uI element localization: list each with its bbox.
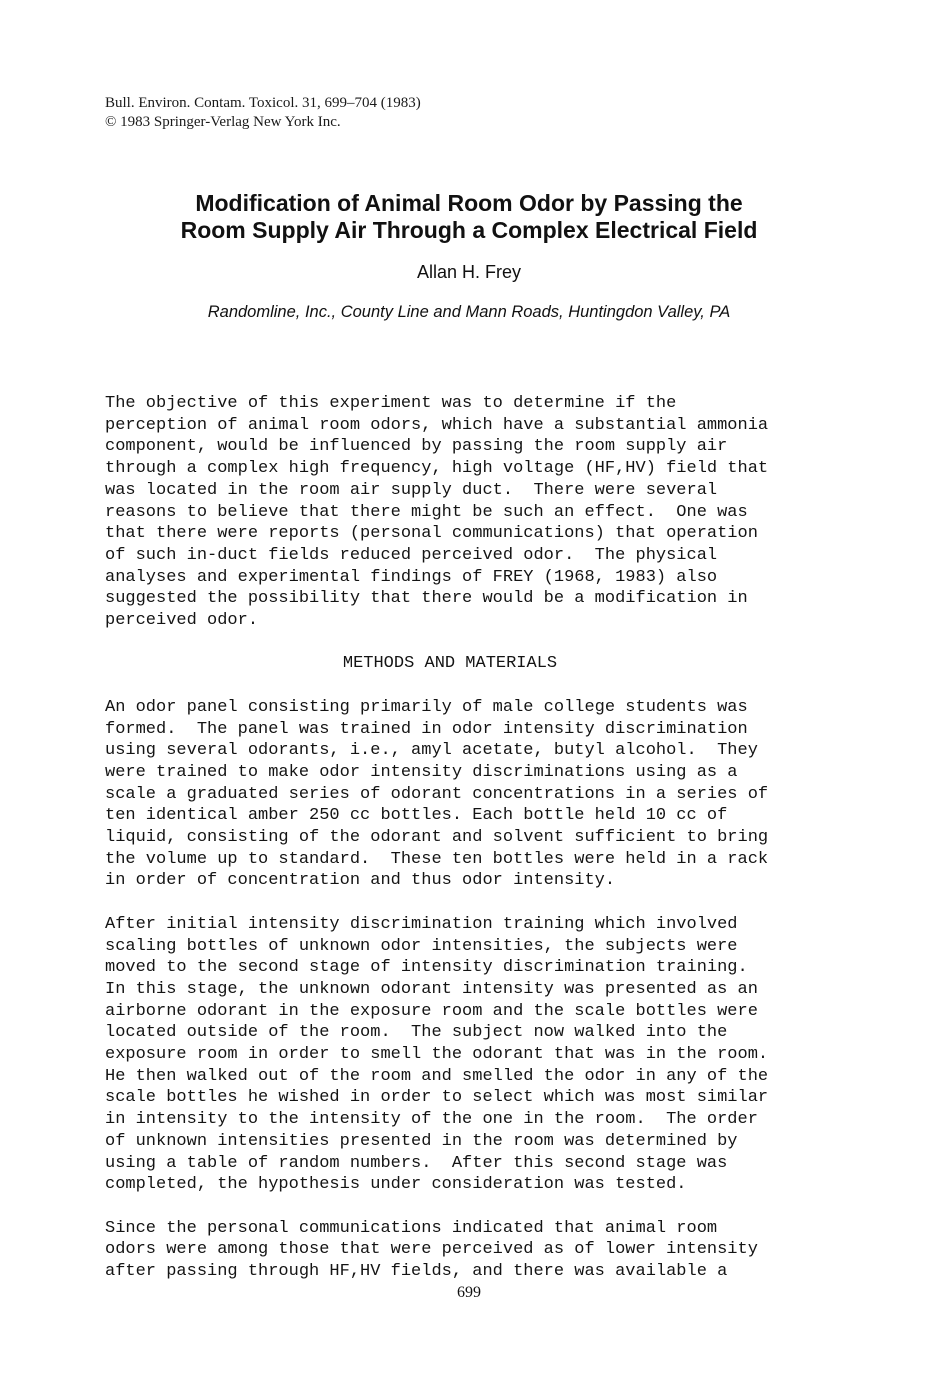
text-line: of such in-duct fields reduced perceived odor. The physical — [105, 545, 718, 565]
page-number: 699 — [457, 1284, 481, 1301]
copyright-line: © 1983 Springer-Verlag New York Inc. — [105, 114, 341, 130]
text-line: perceived odor. — [105, 611, 259, 631]
text-line: scaling bottles of unknown odor intensities, the subjects were — [105, 936, 738, 956]
text-line: Since the personal communications indicated that animal room — [105, 1218, 718, 1238]
text-line: using a table of random numbers. After this second stage was — [105, 1153, 728, 1173]
text-line: analyses and experimental findings of FREY (1968, 1983) also — [105, 567, 718, 587]
author-affiliation: Randomline, Inc., County Line and Mann Roads, Huntingdon Valley, PA — [207, 303, 731, 321]
text-line: moved to the second stage of intensity discrimination training. — [105, 958, 748, 978]
article-body — [105, 393, 825, 1304]
text-line: ten identical amber 250 cc bottles. Each bottle held 10 cc of — [105, 806, 728, 826]
text-line: After initial intensity discrimination training which involved — [105, 914, 738, 934]
methods-paragraph — [105, 1218, 825, 1283]
text-line: scale bottles he wished in order to select which was most similar — [105, 1088, 769, 1108]
methods-paragraph — [105, 697, 825, 892]
article-title — [60, 190, 878, 244]
text-line: airborne odorant in the exposure room and the scale bottles were — [105, 1001, 758, 1021]
text-line: perception of animal room odors, which have a substantial ammonia — [105, 415, 769, 435]
title-line: Modification of Animal Room Odor by Passing the — [195, 190, 743, 216]
abstract-paragraph — [105, 393, 825, 632]
text-line: located outside of the room. The subject now walked into the — [105, 1023, 728, 1043]
author-name: Allan H. Frey — [416, 262, 522, 282]
text-line: through a complex high frequency, high voltage (HF,HV) field that — [105, 459, 769, 479]
text-line: in order of concentration and thus odor intensity. — [105, 871, 616, 891]
text-line: suggested the possibility that there would be a modification in — [105, 589, 748, 609]
text-line: using several odorants, i.e., amyl acetate, butyl alcohol. They — [105, 741, 758, 761]
text-line: An odor panel consisting primarily of male college students was — [105, 697, 748, 717]
text-line: after passing through HF,HV fields, and there was available a — [105, 1262, 728, 1282]
citation-line: Bull. Environ. Contam. Toxicol. 31, 699–704 (1983) — [105, 95, 421, 111]
text-line: exposure room in order to smell the odorant that was in the room. — [105, 1045, 769, 1065]
text-line: that there were reports (personal communications) that operation — [105, 524, 758, 544]
citation-header — [105, 94, 421, 132]
text-line: The objective of this experiment was to determine if the — [105, 394, 677, 413]
text-line: of unknown intensities presented in the room was determined by — [105, 1131, 738, 1151]
text-line: completed, the hypothesis under consideration was tested. — [105, 1175, 687, 1195]
text-line: the volume up to standard. These ten bottles were held in a rack — [105, 849, 769, 869]
text-line: liquid, consisting of the odorant and solvent sufficient to bring — [105, 828, 769, 848]
text-line: formed. The panel was trained in odor intensity discrimination — [105, 719, 748, 739]
text-line: in intensity to the intensity of the one in the room. The order — [105, 1110, 758, 1130]
text-line: He then walked out of the room and smelled the odor in any of the — [105, 1066, 769, 1086]
methods-paragraph — [105, 914, 825, 1196]
text-line: scale a graduated series of odorant concentrations in a series of — [105, 784, 769, 804]
text-line: In this stage, the unknown odorant intensity was presented as an — [105, 979, 758, 999]
text-line: component, would be influenced by passing the room supply air — [105, 437, 728, 457]
text-line: reasons to believe that there might be such an effect. One was — [105, 502, 748, 522]
text-line: was located in the room air supply duct. There were several — [105, 480, 718, 500]
title-line: Room Supply Air Through a Complex Electrical Field — [180, 217, 758, 243]
text-line: were trained to make odor intensity discriminations using as a — [105, 762, 738, 782]
text-line: odors were among those that were perceived as of lower intensity — [105, 1240, 758, 1260]
section-heading: METHODS AND MATERIALS — [342, 654, 558, 674]
